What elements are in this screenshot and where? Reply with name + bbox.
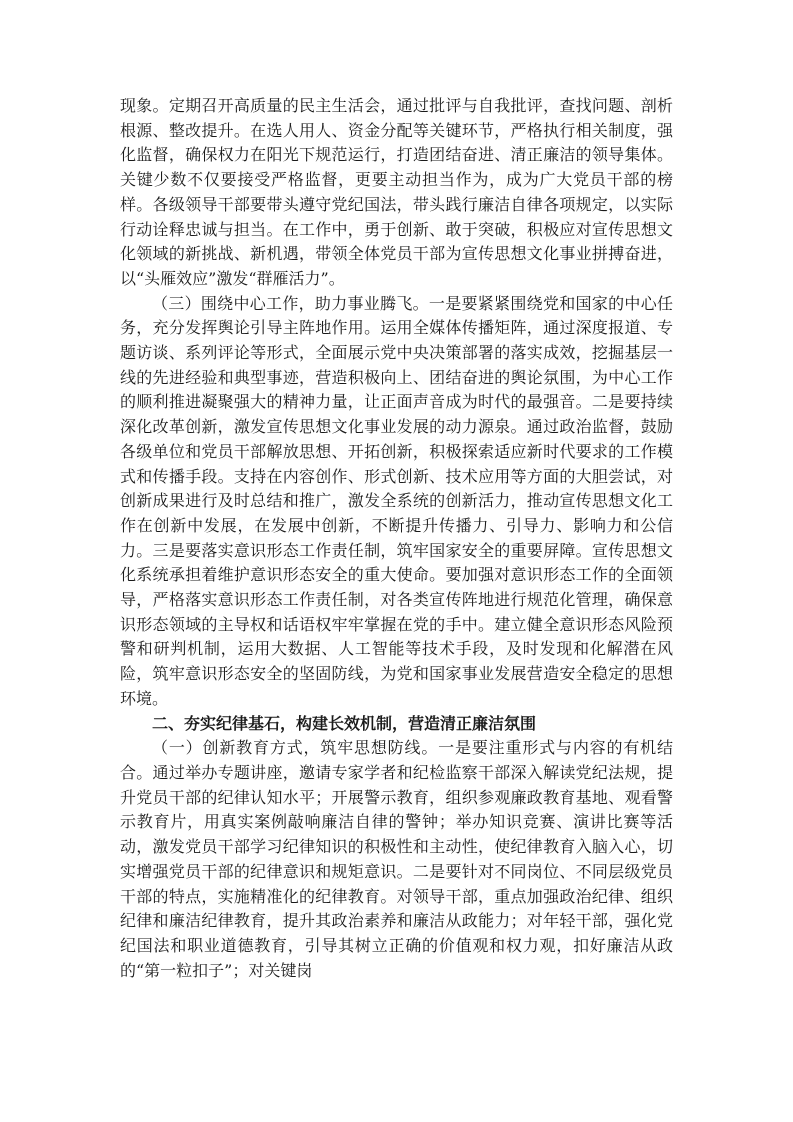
document-body: [120, 94, 673, 983]
paragraph-leadership-continued: 现象。定期召开高质量的民主生活会，通过批评与自我批评，查找问题、剖析根源、整改提升。在选人用人、资金分配等关键环节，严格执行相关制度，强化监督，确保权力在阳光下规范运行，打造团结奋进、清正廉洁的领导集体。关键少数不仅要接受严格监督，更要主动担当作为，成为广大党员干部的榜样。各级领导干部要带头遵守党纪国法，带头践行廉洁自律各项规定，以实际行动诠释忠诚与担当。在工作中，勇于创新、敢于突破，积极应对宣传思想文化领域的新挑战、新机遇，带领全体党员干部为宣传思想文化事业拼搏奋进，以“头雁效应”激发“群雁活力”。: [120, 96, 673, 288]
paragraph-education-methods: （一）创新教育方式，筑牢思想防线。一是要注重形式与内容的有机结合。通过举办专题讲座，邀请专家学者和纪检监察干部深入解读党纪法规，提升党员干部的纪律认知水平；开展警示教育，组织参观廉政教育基地、观看警示教育片，用真实案例敲响廉洁自律的警钟；举办知识竞赛、演讲比赛等活动，激发党员干部学习纪律知识的积极性和主动性，使纪律教育入脑入心，切实增强党员干部的纪律意识和规矩意识。二是要针对不同岗位、不同层级党员干部的特点，实施精准化的纪律教育。对领导干部，重点加强政治纪律、组织纪律和廉洁纪律教育，提升其政治素养和廉洁从政能力；对年轻干部，强化党纪国法和职业道德教育，引导其树立正确的价值观和权力观，扣好廉洁从政的“第一粒扣子”；对关键岗: [120, 738, 673, 980]
paragraph-central-work: （三）围绕中心工作，助力事业腾飞。一是要紧紧围绕党和国家的中心任务，充分发挥舆论引导主阵地作用。运用全媒体传播矩阵，通过深度报道、专题访谈、系列评论等形式，全面展示党中央决策部署的落实成效，挖掘基层一线的先进经验和典型事迹，营造积极向上、团结奋进的舆论氛围，为中心工作的顺利推进凝聚强大的精神力量，让正面声音成为时代的最强音。二是要持续深化改革创新，激发宣传思想文化事业发展的动力源泉。通过政治监督，鼓励各级单位和党员干部解放思想、开拓创新，积极探索适应新时代要求的工作模式和传播手段。支持在内容创作、形式创新、技术应用等方面的大胆尝试，对创新成果进行及时总结和推广，激发全系统的创新活力，推动宣传思想文化工作在创新中发展，在发展中创新，不断提升传播力、引导力、影响力和公信力。三是要落实意识形态工作责任制，筑牢国家安全的重要屏障。宣传思想文化系统承担着维护意识形态安全的重大使命。要加强对意识形态工作的全面领导，严格落实意识形态工作责任制，对各类宣传阵地进行规范化管理，确保意识形态领域的主导权和话语权牢牢掌握在党的手中。建立健全意识形态风险预警和研判机制，运用大数据、人工智能等技术手段，及时发现和化解潜在风险，筑牢意识形态安全的坚固防线，为党和国家事业发展营造安全稳定的思想环境。: [120, 293, 673, 708]
section-heading-discipline: 二、夯实纪律基石，构建长效机制，营造清正廉洁氛围: [152, 713, 537, 733]
